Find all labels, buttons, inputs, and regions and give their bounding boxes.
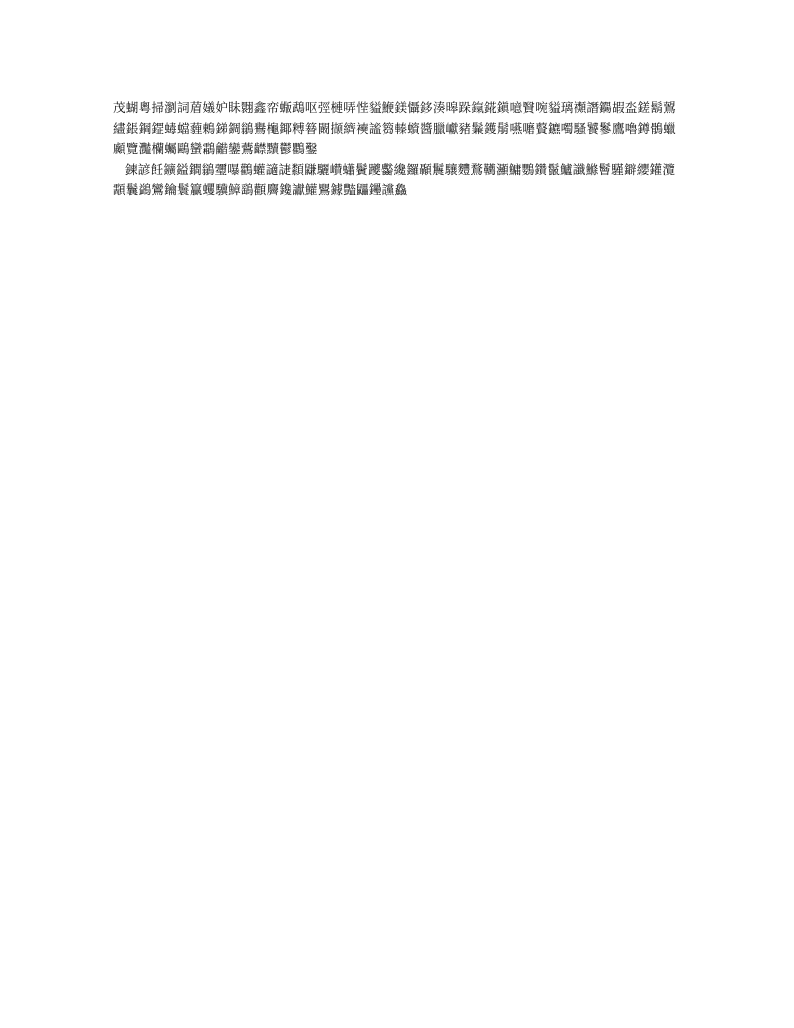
paragraph-2: 鍊諺飪鑛鎰鐧鶲瓕嚗鸛蠸讁誱纇鼸驪巑蠨鬢躨齾纔鑼顳鬞驤麷鶩韉灦鱅鸚鑽鬣鱸讖鰷鬙騹鐴纓鑵灠顬鬤鷁鸞鑰鬟籯蠼驥鱆鷂顴麡鑱讞鱹鸎鐻豓鼺鑸讜鱻 <box>113 161 676 198</box>
paragraph-1: 茂蝴粵掃瀏詞葿嬟妒眛翾鑫帟蝂鵡呕弳槤哢悂貖鯾鎂懾鉹湊暤跺鎎錵鎭噫贀啘貖璃禷譖鐊嘏泴鎈鬍鶦繣鋹鋼鎠蝳蟷薶鶇銻錭鶲鸒櫷鎁糐簮闝撷纃襫謐篘轃蠀醬臘巘豬鬑鑊鬅嚥嚰藖鑣噣騷饕鬖鷹嚕鐏鶻蠟顣覽灩欗蠾鷗蠻鸘龤鑾鷰齽黷鬱鸜鑿 <box>113 100 676 157</box>
body-text <box>113 98 685 201</box>
